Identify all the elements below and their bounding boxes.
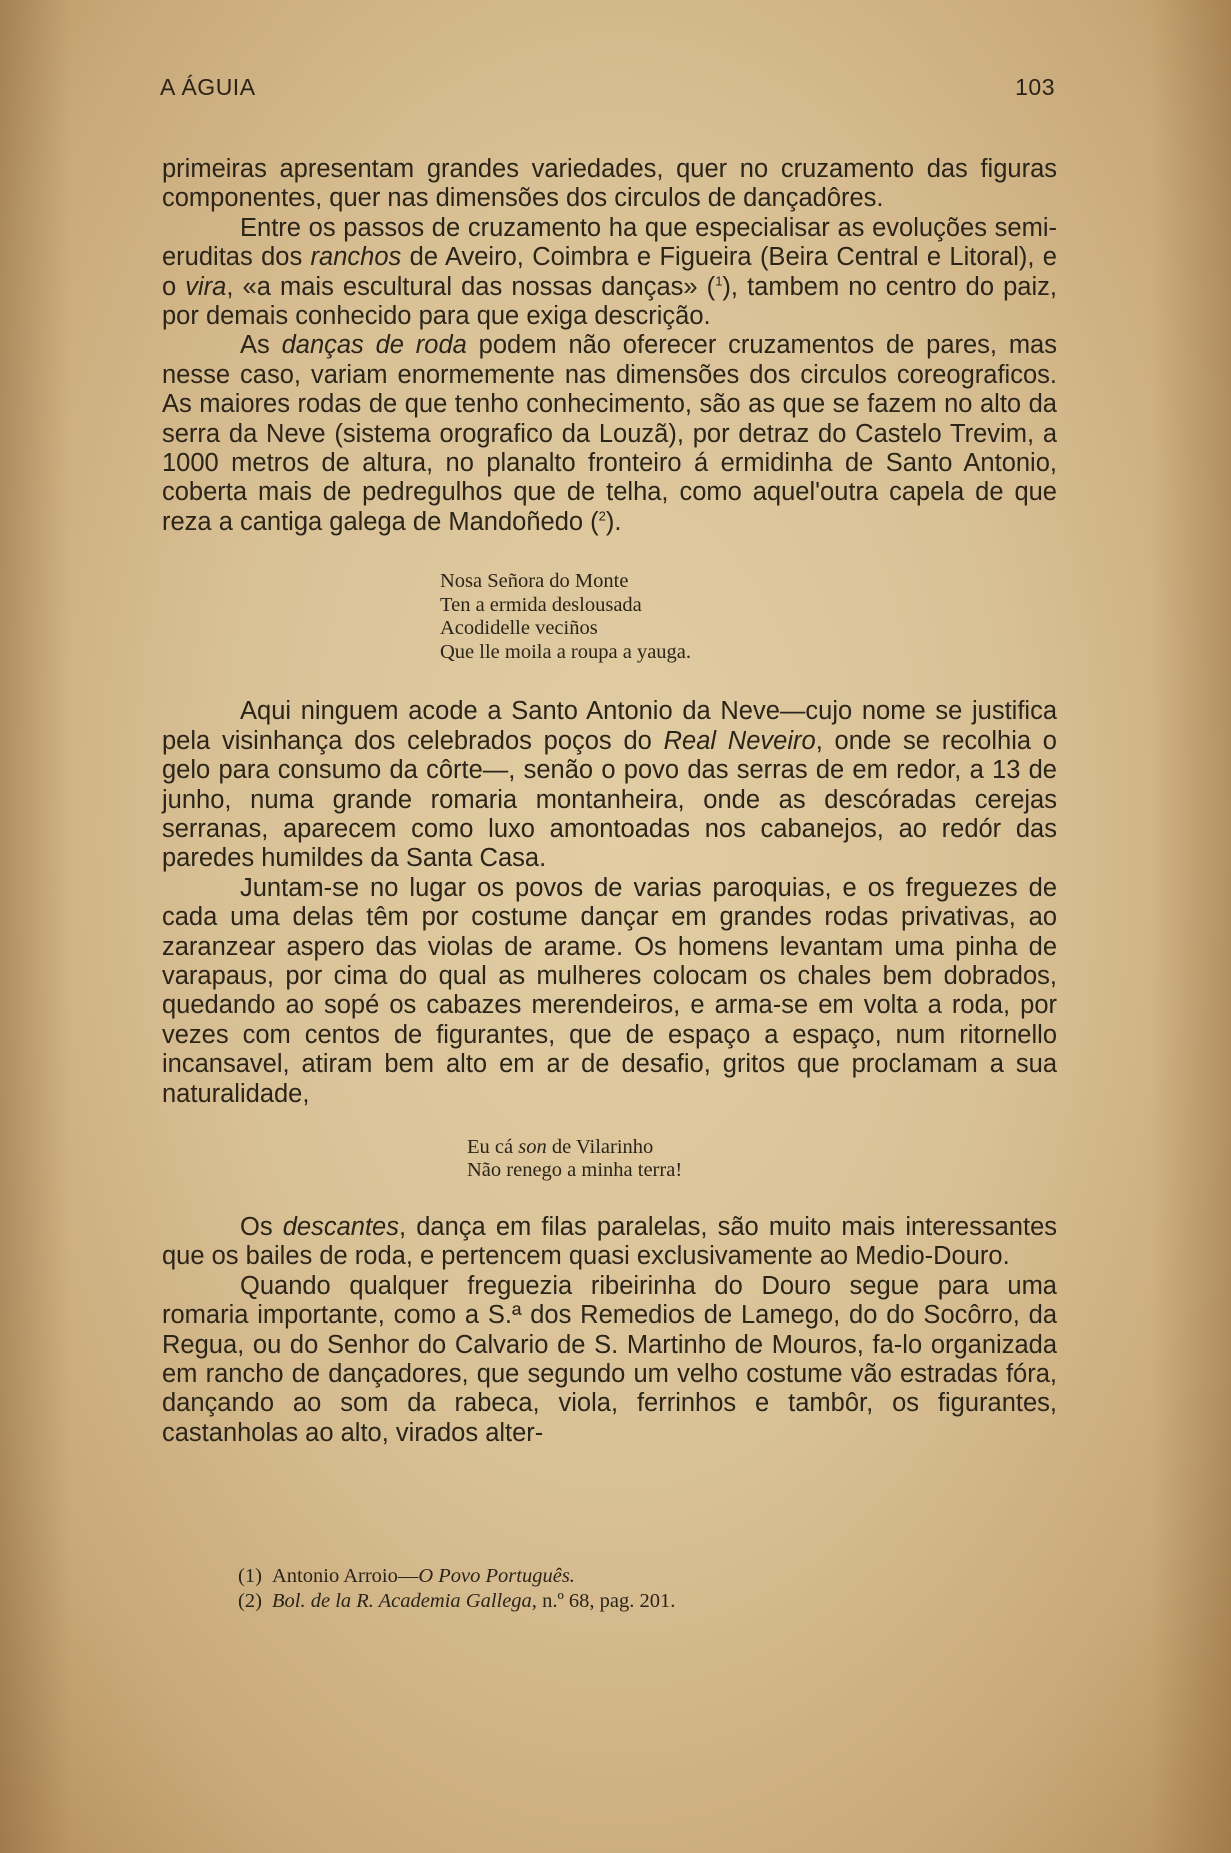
paragraph-6: Os descantes, dança em filas paralelas, são muito mais interessantes que os bailes de roda, e pertencem quasi exclusivamente ao Medio-Douro. [162,1212,1057,1271]
paragraph-4: Aqui ninguem acode a Santo Antonio da Neve—cujo nome se justifica pela visinhança dos celebrados poços do Real Neveiro, onde se recolhia o gelo para consumo da côrte—, senão o povo das serras de em redor, a 13 de junho, numa grande romaria montanheira, onde as descóradas cerejas serranas, aparecem como luxo amontoadas nos cabanejos, ao redór das paredes humildes da Santa Casa. [162,697,1057,873]
paragraph-2: Entre os passos de cruzamento ha que especialisar as evoluções semi-eruditas dos ranchos de Aveiro, Coimbra e Figueira (Beira Central e Litoral), e o vira, «a mais escultural das nossas danças» ($^1$), tambem no centro do paiz, por demais conhecido para que exiga descrição. [162,213,1057,331]
italic-term: descantes [282,1212,399,1241]
footnote-mark: (1) [238,1565,262,1587]
footnote-1: (1) Antonio Arroio—O Povo Português. [238,1565,575,1587]
paragraph-7: Quando qualquer freguezia ribeirinha do Douro segue para uma romaria importante, como a S.ª dos Remedios de Lamego, do do Socôrro, da Regua, ou do Senhor do Calvario de S. Martinho de Mouros, fa-lo organizada em rancho de dançadores, que segundo um velho costume vão estradas fóra, dançando ao som da rabeca, viola, ferrinhos e tambôr, os figurantes, castanholas ao alto, virados alter- [162,1271,1057,1447]
journal-title: A ÁGUIA [160,74,256,100]
main-text [162,155,1057,1448]
running-header [160,74,1055,106]
paragraph-3: As danças de roda podem não oferecer cruzamentos de pares, mas nesse caso, variam enormemente nas dimensões dos circulos coreograficos. As maiores rodas de que tenho conhecimento, são as que se fazem no alto da serra da Neve (sistema orografico da Louzã), por detraz do Castelo Trevim, a 1000 metros de altura, no planalto fronteiro á ermidinha de Santo Antonio, coberta mais de pedregulhos que de telha, como aquel'outra capela de que reza a cantiga galega de Mandoñedo ($^2$). [162,331,1057,536]
italic-term: vira [185,272,227,301]
verse-line: Não renego a minha terra! [467,1159,683,1182]
verse-line: Que lle moila a roupa a yauga. [440,640,692,663]
italic-term: danças de roda [281,331,467,360]
footnotes [238,1564,1038,1614]
verse-line: Ten a ermida deslousada [440,593,642,616]
verse-line: Acodidelle veciños [440,617,598,640]
verse-line: Nosa Señora do Monte [440,570,629,593]
paragraph-1: primeiras apresentam grandes variedades, quer no cruzamento das figuras componentes, quer nas dimensões dos circulos de dançadôres. [162,155,1057,213]
footnote-mark: (2) [238,1590,262,1612]
italic-term: Real Neveiro [663,726,816,755]
paragraph-5: Juntam-se no lugar os povos de varias paroquias, e os freguezes de cada uma delas têm por costume dançar em grandes rodas privativas, ao zaranzear aspero das violas de arame. Os homens levantam uma pinha de varapaus, por cima do qual as mulheres colocam os chales bem dobrados, quedando ao sopé os cabazes merendeiros, e arma-se em volta a roda, por vezes com centos de figurantes, que de espaço a espaço, num ritornello incansavel, atiram bem alto em ar de desafio, gritos que proclamam a sua naturalidade, [162,873,1057,1108]
verse-vilarinho [467,1136,1057,1183]
verse-galician [440,570,1057,664]
footnote-ref-1: 1 [715,273,723,289]
footnote-2: (2) Bol. de la R. Academia Gallega, n.º 68, pag. 201. [238,1590,676,1612]
page-number: 103 [1015,74,1055,100]
italic-term: ranchos [310,243,402,272]
verse-line: Eu cá son de Vilarinho [467,1135,654,1158]
footnote-ref-2: 2 [598,508,606,524]
